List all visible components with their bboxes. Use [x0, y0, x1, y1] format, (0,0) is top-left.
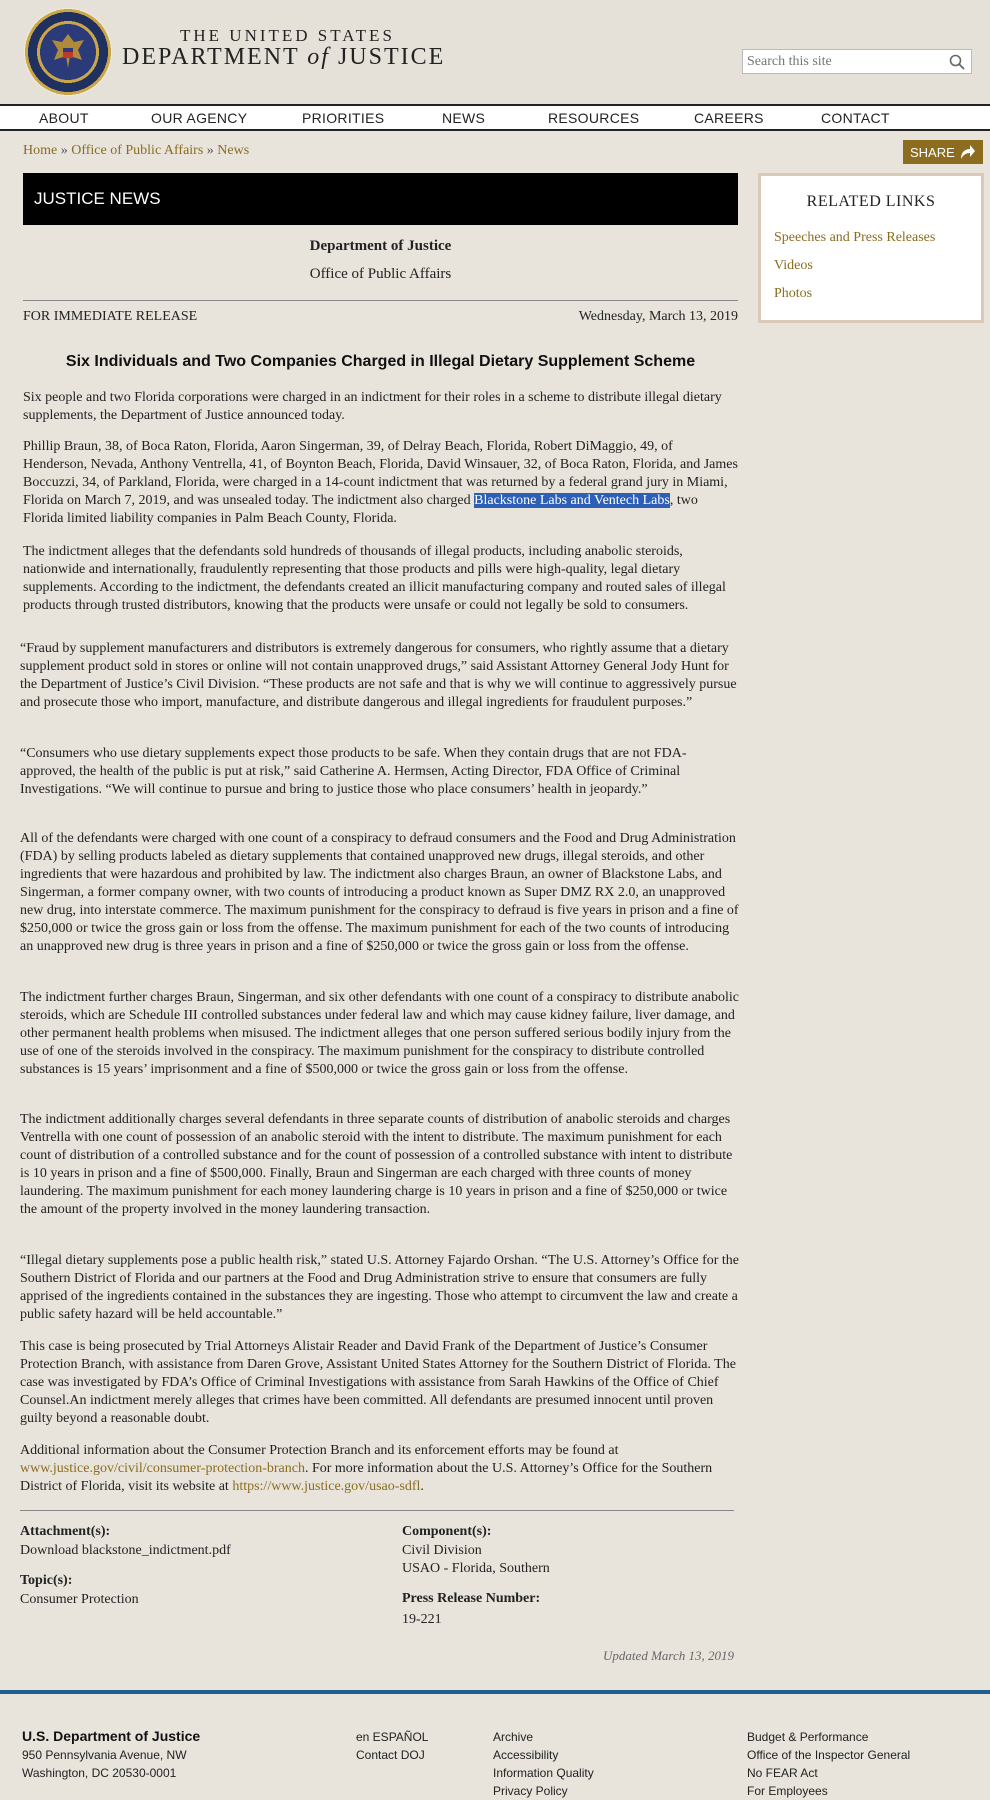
press-release-label: Press Release Number:: [402, 1591, 541, 1606]
paragraph-text: .: [420, 1479, 424, 1494]
nav-item-about[interactable]: ABOUT: [39, 110, 89, 126]
org-name-line1: THE UNITED STATES: [180, 26, 395, 45]
paragraph-text: , two Florida limited liability companies in Palm Beach County, Florida.: [23, 493, 698, 526]
search-input[interactable]: [747, 52, 937, 72]
org-name-line2[interactable]: [122, 44, 445, 71]
article-paragraph: “Fraud by supplement manufacturers and distributors is extremely dangerous for consumers, who rightly assume that a dietary supplement product sold in stores or online will not contain unapproved drugs,” said Assistant Attorney General Jody Hunt for the Department of Justice’s Civil Division. “These products are not safe and that is why we will continue to aggressively pursue and prosecute those who import, manufacture, and distribute dangerous and illegal ingredients for fraudulent purposes.”: [20, 641, 737, 710]
topic-value: Consumer Protection: [20, 1592, 139, 1607]
org-name-of: of: [307, 44, 330, 70]
component-link-civil[interactable]: Civil Division: [402, 1543, 482, 1558]
attachments-label: Attachment(s):: [20, 1524, 111, 1539]
agency-name: Department of Justice: [309, 238, 452, 254]
search-box: [742, 49, 972, 74]
release-date: Wednesday, March 13, 2019: [578, 309, 738, 324]
article-paragraph: All of the defendants were charged with one count of a conspiracy to defraud consumers and the Food and Drug Administration (FDA) by selling products labeled as dietary supplements that contained unapproved new drugs, illegal steroids, and other ingredients that were hazardous and prohibited by law. The indictment also charges Braun, an owner of Blackstone Labs, and Singerman, a former company owner, with two counts of introducing a product known as Super DMZ RX 2.0, an unapproved new drug, into interstate commerce. The maximum punishment for the conspiracy to defraud is five years in prison and a fine of $250,000 or twice the gross gain or loss from the offense. The maximum punishment for each of the two counts of introducing an unapproved new drug is three years in prison and a fine of $250,000 or twice the gross gain or loss from the offense.: [20, 831, 739, 954]
page-title: Six Individuals and Two Companies Charged in Illegal Dietary Supplement Scheme: [65, 353, 696, 370]
doj-seal-logo[interactable]: [24, 8, 112, 96]
updated-date: Updated March 13, 2019: [603, 1648, 734, 1663]
release-label: FOR IMMEDIATE RELEASE: [23, 309, 198, 324]
related-link-photos[interactable]: Photos: [774, 286, 813, 301]
components-label: Component(s):: [402, 1524, 492, 1539]
related-links-title: RELATED LINKS: [806, 193, 936, 210]
divider: [20, 1510, 734, 1511]
nav-item-careers[interactable]: CAREERS: [694, 110, 764, 126]
article-paragraph: The indictment additionally charges several defendants in three separate counts of distribution of anabolic steroids and charges Ventrella with one count of possession of an anabolic steroid with the intent to distribute. The maximum punishment for each count of distribution of a controlled substance and for the count of possession of a controlled substance with intent to distribute is 10 years in prison and a fine of $500,000. Finally, Braun and Singerman are each charged with three counts of money laundering. The maximum punishment for each money laundering charge is 10 years in prison and a fine of $250,000 or twice the amount of the property involved in the money laundering transaction.: [20, 1112, 733, 1217]
footer-link-archive[interactable]: Archive: [493, 1730, 534, 1744]
attachment-download-link[interactable]: Download blackstone_indictment.pdf: [20, 1543, 231, 1558]
article-paragraph: This case is being prosecuted by Trial Attorneys Alistair Reader and David Frank of the Department of Justice’s Consumer Protection Branch, with assistance from Daren Grove, Assistant United States Attorney for the Southern District of Florida. The case was investigated by FDA’s Office of Criminal Investigations with assistance from Sarah Hawkins of the Office of Chief Counsel.An indictment merely alleges that crimes have been committed. All defendants are presumed innocent until proven guilty beyond a reasonable doubt.: [20, 1339, 736, 1426]
divider: [23, 300, 738, 301]
nav-item-resources[interactable]: RESOURCES: [548, 110, 640, 126]
article-paragraph: “Illegal dietary supplements pose a public health risk,” stated U.S. Attorney Fajardo Orshan. “The U.S. Attorney’s Office for the Southern District of Florida and our partners at the Food and Drug Administration strive to ensure that consumers are fully apprised of the ingredients contained in the substances they are ingesting. Those who attempt to circumvent the law and create a public safety hazard will be held accountable.”: [20, 1253, 740, 1322]
breadcrumb-separator: »: [60, 143, 68, 158]
article-paragraph: [20, 1442, 740, 1496]
office-name: Office of Public Affairs: [309, 266, 452, 282]
site-header: [0, 0, 990, 104]
usao-sdfl-link[interactable]: https://www.justice.gov/usao-sdfl: [232, 1479, 421, 1494]
article-paragraph: “Consumers who use dietary supplements expect those products to be safe. When they contain drugs that are not FDA-approved, the health of the public is put at risk,” said Catherine A. Hermsen, Acting Director, FDA Office of Criminal Investigations. “We will continue to pursue and bring to justice those who place consumers’ health in jeopardy.”: [20, 746, 687, 797]
share-button[interactable]: [903, 140, 983, 164]
footer-address: Washington, DC 20530-0001: [22, 1766, 177, 1780]
nav-item-our-agency[interactable]: OUR AGENCY: [151, 110, 248, 126]
topics-label: Topic(s):: [20, 1573, 73, 1588]
footer-link-contact[interactable]: Contact DOJ: [356, 1748, 425, 1762]
related-link-videos[interactable]: Videos: [774, 258, 813, 273]
breadcrumb-news[interactable]: News: [217, 143, 250, 158]
component-link-usao[interactable]: USAO - Florida, Southern: [402, 1561, 550, 1576]
related-link-speeches[interactable]: Speeches and Press Releases: [774, 230, 936, 245]
breadcrumb: [23, 143, 249, 159]
related-links-panel: [758, 173, 984, 323]
article-paragraph: The indictment further charges Braun, Singerman, and six other defendants with one count of a conspiracy to distribute anabolic steroids, which are Schedule III controlled substances under federal law and which may cause kidney failure, liver damage, and other permanent health problems when misused. The indictment alleges that one person suffered serious bodily injury from the use of one of the steroids involved in the conspiracy. The maximum punishment for the conspiracy to distribute controlled substances is 15 years’ imprisonment and a fine of $500,000 or twice the gross gain or loss from the offense.: [20, 990, 739, 1077]
paragraph-text: Phillip Braun, 38, of Boca Raton, Florida, Aaron Singerman, 39, of Delray Beach, Florida, Robert DiMaggio, 49, of Henderson, Nevada, Anthony Ventrella, 41, of Boynton Beach, Florida, David Winsauer, 32, of Boca Raton, Florida, and James Boccuzzi, 34, of Parkland, Florida, were charged in a 14-count indictment that was returned by a federal grand jury in Miami, Florida on March 7, 2019, and was unsealed today. The indictment also charged: [23, 439, 738, 508]
footer-link-espanol[interactable]: en ESPAÑOL: [356, 1730, 429, 1744]
share-label: SHARE: [910, 145, 955, 160]
eagle-icon: [48, 30, 88, 72]
article-paragraph: The indictment alleges that the defendants sold hundreds of thousands of illegal products, including anabolic steroids, nationwide and internationally, fraudulently representing that those products and pills were high-quality, legal dietary supplements. According to the indictment, the defendants created an illicit manufacturing company and routed sales of illegal products through trusted distributors, knowing that the products were unsafe or could not legally be sold to consumers.: [23, 544, 726, 613]
footer-link-budget[interactable]: Budget & Performance: [747, 1730, 869, 1744]
org-name-department: DEPARTMENT: [122, 44, 300, 70]
main-nav: [0, 104, 990, 131]
footer-link-employees[interactable]: For Employees: [747, 1784, 828, 1798]
footer-address: 950 Pennsylvania Avenue, NW: [22, 1748, 187, 1762]
org-name-justice: JUSTICE: [337, 44, 446, 70]
share-arrow-icon: [958, 143, 976, 161]
breadcrumb-home[interactable]: Home: [23, 143, 58, 158]
press-release-number: 19-221: [402, 1612, 442, 1627]
search-icon[interactable]: [949, 54, 965, 70]
article-paragraph: Six people and two Florida corporations were charged in an indictment for their roles in a scheme to distribute illegal dietary supplements, the Department of Justice announced today.: [23, 390, 722, 423]
footer-org-name: U.S. Department of Justice: [22, 1728, 201, 1744]
consumer-protection-link[interactable]: www.justice.gov/civil/consumer-protection-branch: [20, 1461, 305, 1476]
paragraph-text: Additional information about the Consumer Protection Branch and its enforcement efforts may be found at: [20, 1443, 619, 1458]
nav-item-priorities[interactable]: PRIORITIES: [302, 110, 385, 126]
justice-news-banner: JUSTICE NEWS: [23, 173, 738, 225]
footer-link-oig[interactable]: Office of the Inspector General: [747, 1748, 911, 1762]
selected-text[interactable]: Blackstone Labs and Ventech Labs: [474, 493, 670, 508]
footer-link-privacy[interactable]: Privacy Policy: [493, 1784, 568, 1798]
footer-link-no-fear[interactable]: No FEAR Act: [747, 1766, 818, 1780]
article-paragraph: [23, 438, 739, 528]
site-footer: [0, 1694, 990, 1800]
nav-item-news[interactable]: NEWS: [442, 110, 486, 126]
footer-link-information-quality[interactable]: Information Quality: [493, 1766, 594, 1780]
footer-link-accessibility[interactable]: Accessibility: [493, 1748, 559, 1762]
breadcrumb-office[interactable]: Office of Public Affairs: [71, 143, 204, 158]
breadcrumb-separator: »: [206, 143, 214, 158]
paragraph-text: . For more information about the U.S. Attorney’s Office for the Southern District of Florida, visit its website at: [20, 1461, 713, 1494]
nav-item-contact[interactable]: CONTACT: [821, 110, 890, 126]
